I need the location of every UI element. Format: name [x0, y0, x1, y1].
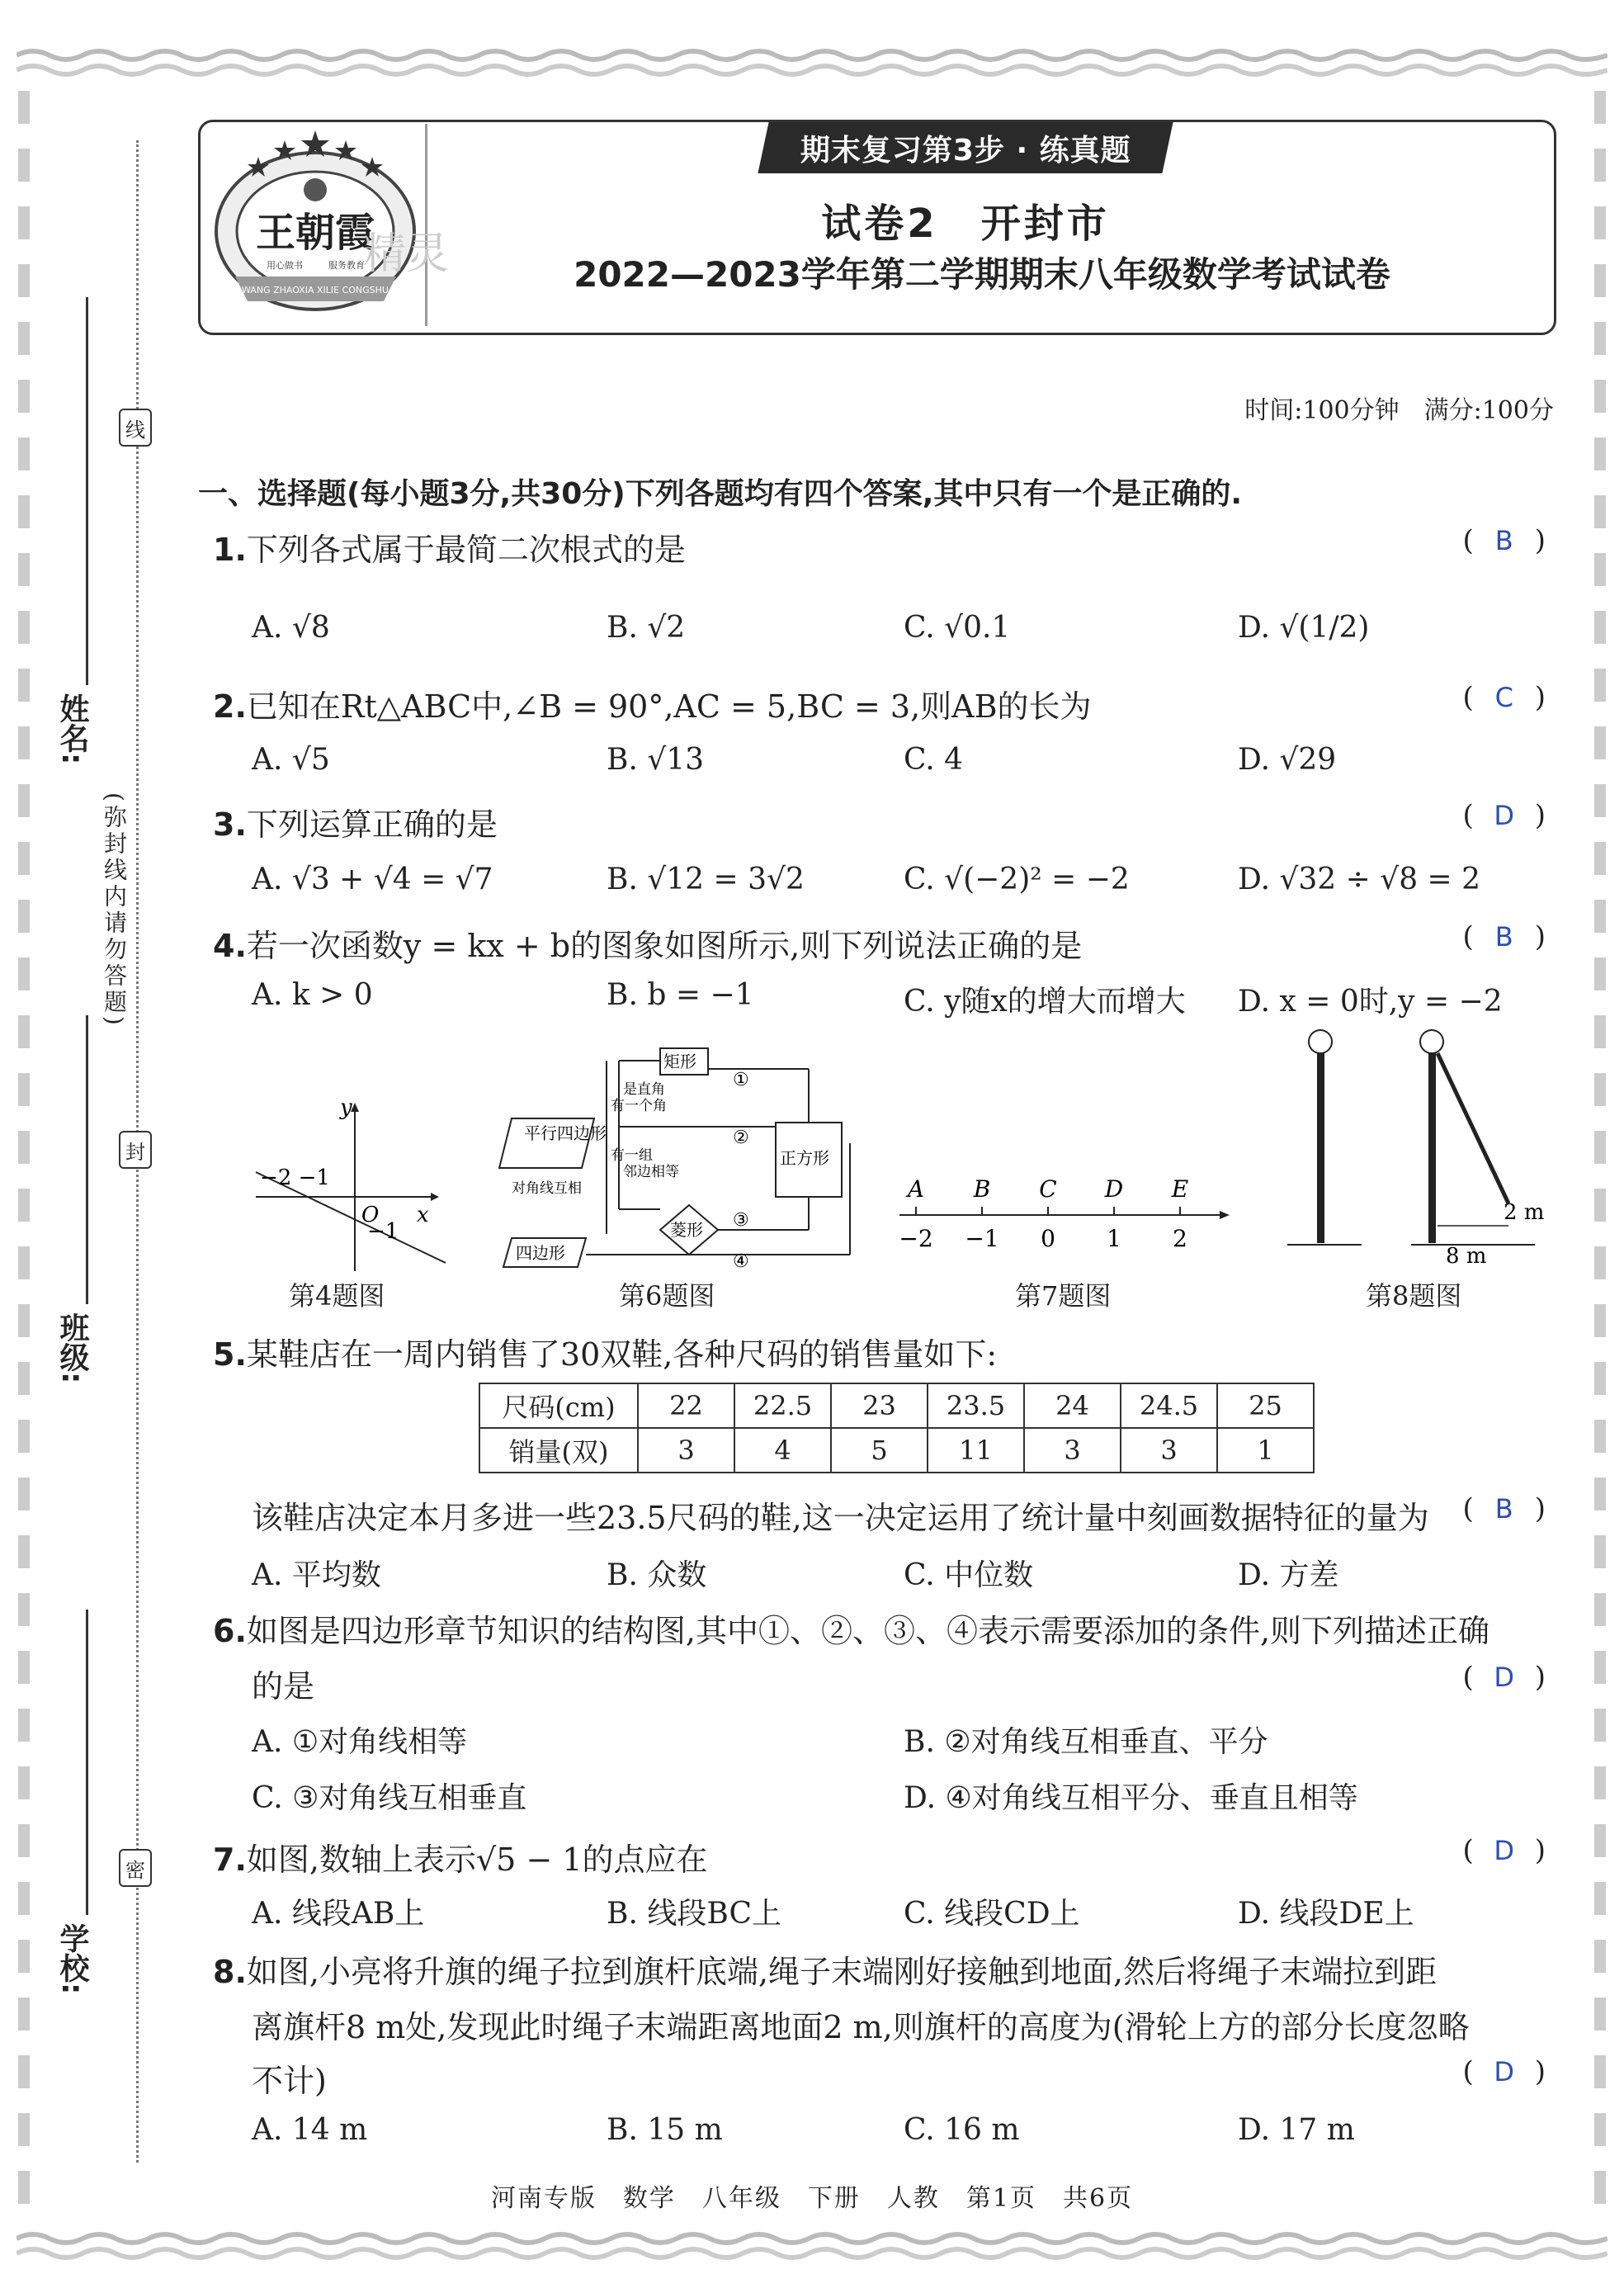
- answer-5: ( B ): [1462, 1492, 1546, 1525]
- q1-option-d: D. √(1/2): [1238, 611, 1370, 645]
- question-6: 6.如图是四边形章节知识的结构图,其中①、②、③、④表示需要添加的条件,则下列描述正确: [213, 1613, 1490, 1649]
- answer-6: ( D ): [1462, 1661, 1546, 1694]
- svg-text:正方形: 正方形: [780, 1148, 829, 1168]
- right-dash-border: [1594, 91, 1606, 2220]
- q8-option-b: B. 15 m: [607, 2113, 723, 2147]
- q8-option-d: D. 17 m: [1238, 2113, 1355, 2147]
- svg-text:作业精灵: 作业精灵: [838, 1267, 841, 1268]
- question-5: 5.某鞋店在一周内销售了30双鞋,各种尺码的销售量如下:: [213, 1336, 998, 1373]
- svg-text:有一组: 有一组: [611, 1147, 653, 1164]
- name-label: 姓名:: [55, 693, 89, 765]
- answer-8: ( D ): [1462, 2055, 1546, 2088]
- q2-option-b: B. √13: [607, 743, 705, 777]
- caption-fig6: 第6题图: [619, 1280, 715, 1312]
- name-blank[interactable]: [86, 297, 88, 685]
- figure-8: [1287, 1024, 1560, 1271]
- sales-table: 尺码(cm) 22 22.5 23 23.5 24 24.5 25 销量(双) 3 4 5 11 3 3 1: [479, 1383, 1315, 1473]
- q3-option-a: A. √3 + √4 = √7: [252, 863, 493, 896]
- number-line-arrow: [1220, 1211, 1230, 1219]
- q2-option-a: A. √5: [252, 743, 330, 777]
- svg-text:①: ①: [733, 1070, 749, 1090]
- question-2: 2.已知在Rt△ABC中,∠B = 90°,AC = 5,BC = 3,则AB的长为: [213, 688, 1092, 725]
- q2-option-d: D. √29: [1238, 743, 1337, 777]
- point-label: E: [1171, 1175, 1189, 1203]
- question-8: 8.如图,小亮将升旗的绳子拉到旗杆底端,绳子末端刚好接触到地面,然后将绳子末端拉到距: [213, 1954, 1438, 1990]
- class-blank[interactable]: [86, 1015, 88, 1304]
- caption-fig7: 第7题图: [1015, 1280, 1112, 1312]
- figure-7: [891, 1164, 1238, 1263]
- svg-text:②: ②: [733, 1128, 749, 1148]
- q7-option-b: B. 线段BC上: [607, 1897, 782, 1931]
- seal-note: (弥封线内请勿答题): [101, 792, 128, 1028]
- svg-text:对角线互相: 对角线互相: [512, 1180, 582, 1197]
- school-label: 学校:: [55, 1923, 89, 1995]
- logo-ring-text: WANG ZHAOXIA XILIE CONGSHU: [242, 285, 389, 295]
- q5-option-a: A. 平均数: [252, 1558, 381, 1592]
- question-7: 7.如图,数轴上表示√5 − 1的点应在: [213, 1841, 708, 1878]
- answer-4: ( B ): [1462, 920, 1546, 953]
- svg-text:矩形: 矩形: [663, 1052, 696, 1071]
- q5-option-b: B. 众数: [607, 1558, 707, 1592]
- question-5-cont: 该鞋店决定本月多进一些23.5尺码的鞋,这一决定运用了统计量中刻画数据特征的量为: [252, 1500, 1429, 1536]
- answer-3: ( D ): [1462, 799, 1546, 832]
- section-title: 一、选择题(每小题3分,共30分)下列各题均有四个答案,其中只有一个是正确的.: [198, 477, 1243, 511]
- figure-6: [487, 1044, 858, 1275]
- q7-option-d: D. 线段DE上: [1238, 1897, 1414, 1931]
- header-banner: 期末复习第3步 · 练真题: [758, 122, 1173, 173]
- caption-fig8: 第8题图: [1366, 1280, 1462, 1312]
- svg-text:平行四边形: 平行四边形: [524, 1123, 607, 1143]
- left-dash-border: [18, 91, 30, 2220]
- svg-text:菱形: 菱形: [670, 1220, 703, 1240]
- header-watermark: 精灵: [363, 229, 450, 279]
- q6-option-a: A. ①对角线相等: [252, 1725, 468, 1759]
- page-footer: 河南专版 数学 八年级 下册 人教 第1页 共6页: [490, 2184, 1134, 2213]
- svg-text:y: y: [340, 1095, 352, 1120]
- class-label: 班级:: [55, 1312, 89, 1384]
- svg-text:x: x: [417, 1203, 429, 1227]
- q4-option-b: B. b = −1: [607, 978, 754, 1012]
- q3-option-b: B. √12 = 3√2: [607, 863, 805, 896]
- q3-option-c: C. √(−2)² = −2: [904, 863, 1130, 896]
- q8-option-c: C. 16 m: [904, 2113, 1020, 2147]
- question-8-cont2: 不计): [252, 2063, 327, 2099]
- time-info: 时间:100分钟 满分:100分: [1244, 396, 1554, 425]
- svg-text:邻边相等: 邻边相等: [623, 1164, 679, 1180]
- q1-option-b: B. √2: [607, 611, 686, 645]
- point-label: C: [1039, 1175, 1057, 1203]
- point-label: D: [1104, 1175, 1124, 1203]
- q7-option-a: A. 线段AB上: [252, 1897, 425, 1931]
- svg-text:有一个角: 有一个角: [611, 1098, 667, 1114]
- q7-option-c: C. 线段CD上: [904, 1897, 1080, 1931]
- q1-option-c: C. √0.1: [904, 611, 1011, 645]
- q2-option-c: C. 4: [904, 743, 964, 777]
- question-4: 4.若一次函数y = kx + b的图象如图所示,则下列说法正确的是: [213, 928, 1083, 964]
- seal-box-seal: 封: [119, 1131, 152, 1169]
- q5-option-c: C. 中位数: [904, 1558, 1034, 1592]
- question-8-cont: 离旗杆8 m处,发现此时绳子末端距离地面2 m,则旗杆的高度为(滑轮上方的部分长度忽略: [252, 2009, 1470, 2045]
- tick-number: −1: [965, 1225, 999, 1252]
- top-wave-border: [17, 45, 1607, 83]
- logo-motto-right: 服务教育: [328, 260, 365, 271]
- point-label: A: [907, 1175, 925, 1203]
- q6-option-d: D. ④对角线互相平分、垂直且相等: [904, 1781, 1358, 1815]
- logo-motto-left: 用心做书: [267, 260, 303, 271]
- svg-text:−1: −1: [367, 1219, 399, 1244]
- exam-title: 试卷2 开封市: [821, 201, 1110, 247]
- svg-text:④: ④: [733, 1251, 749, 1272]
- bottom-wave-border: [17, 2229, 1607, 2267]
- svg-text:是直角: 是直角: [623, 1081, 665, 1098]
- question-3: 3.下列运算正确的是: [213, 806, 498, 843]
- figure-4: [248, 1090, 462, 1279]
- exam-subtitle: 2022—2023学年第二学期期末八年级数学考试试卷: [574, 254, 1390, 295]
- q3-option-d: D. √32 ÷ √8 = 2: [1238, 863, 1481, 896]
- question-1: 1.下列各式属于最简二次根式的是: [213, 532, 686, 568]
- answer-7: ( D ): [1462, 1834, 1546, 1867]
- answer-1: ( B ): [1462, 524, 1546, 557]
- q4-option-d: D. x = 0时,y = −2: [1238, 985, 1503, 1019]
- logo-name: 王朝霞: [255, 210, 375, 256]
- tick-number: 0: [1041, 1225, 1055, 1252]
- svg-text:8 m: 8 m: [1446, 1244, 1487, 1269]
- q4-option-c: C. y随x的增大而增大: [904, 985, 1186, 1019]
- q8-option-a: A. 14 m: [252, 2113, 368, 2147]
- tick-number: 1: [1107, 1225, 1121, 1252]
- q6-option-b: B. ②对角线互相垂直、平分: [904, 1725, 1268, 1759]
- question-6-cont: 的是: [252, 1668, 315, 1704]
- svg-text:−2 −1: −2 −1: [260, 1165, 330, 1190]
- answer-2: ( C ): [1462, 681, 1546, 714]
- q4-option-a: A. k > 0: [252, 978, 373, 1012]
- seal-box-secret: 密: [119, 1849, 152, 1887]
- caption-fig4: 第4题图: [289, 1280, 385, 1312]
- school-blank[interactable]: [86, 1610, 88, 1915]
- svg-text:O: O: [361, 1203, 380, 1227]
- tick-number: −2: [899, 1225, 933, 1252]
- svg-text:2 m: 2 m: [1504, 1200, 1545, 1225]
- q6-option-c: C. ③对角线互相垂直: [252, 1781, 527, 1815]
- q1-option-a: A. √8: [252, 611, 330, 645]
- tick-number: 2: [1173, 1225, 1187, 1252]
- point-label: B: [973, 1175, 991, 1203]
- q5-option-d: D. 方差: [1238, 1558, 1339, 1592]
- svg-text:③: ③: [733, 1210, 749, 1231]
- seal-box-line: 线: [119, 409, 152, 447]
- svg-text:四边形: 四边形: [516, 1243, 565, 1263]
